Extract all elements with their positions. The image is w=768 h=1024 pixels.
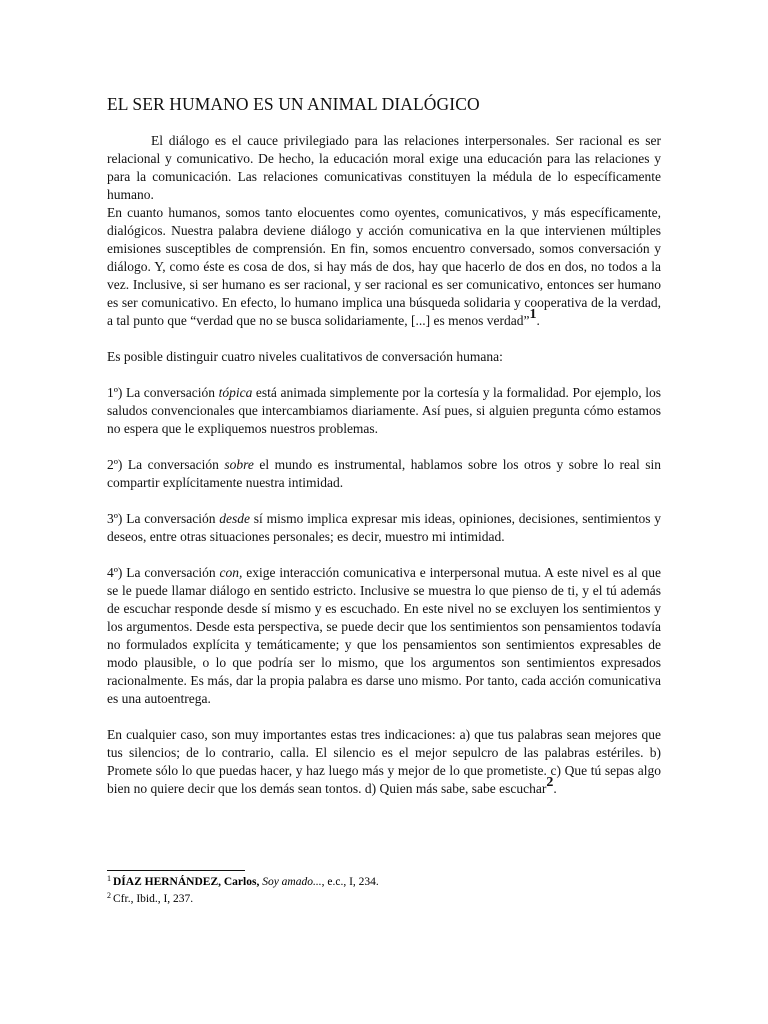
footnote-1-work: Soy amado...: [262, 876, 322, 888]
level-4-term: con,: [219, 565, 243, 580]
footnote-1-rest: , e.c., I, 234.: [321, 876, 379, 888]
level-1-term: tópica: [218, 385, 253, 400]
level-4-lead: 4º) La conversación: [107, 565, 220, 580]
paragraph-end: .: [536, 313, 540, 328]
footnote-1: [107, 874, 661, 891]
paragraph-humanos: [107, 204, 661, 330]
footnote-2: [107, 891, 661, 908]
level-2-lead: 2º) La conversación: [107, 457, 225, 472]
document-body: [107, 132, 661, 798]
level-4-text: exige interacción comunicativa e interpersonal mutua. A este nivel es al que se le puede llamar diálogo en sentido estricto. Inclusive se muestra lo que pienso de ti, y el tú además de escuchar responde desde sí mismo y es escuchado. En este nivel no se excluyen los sentimientos y los argumentos. Desde esta perspectiva, se puede decir que los sentimientos son pensamientos todavía no formulados explícita y temáticamente; y que los pensamientos son sentimientos expresables de modo plausible, o lo que podría ser lo mismo, que los argumentos son sentimientos expresados racionalmente. Es más, dar la propia palabra es darse uno mismo. Por tanto, cada acción comunicativa es una autoentrega.: [107, 565, 662, 706]
paragraph-intro: El diálogo es el cauce privilegiado para las relaciones interpersonales. Ser racional es ser relacional y comunicativo. De hecho, la educación moral exige una educación para las relaciones y para la comunicación. Las relaciones comunicativas constituyen la médula de lo específicamente humano.: [107, 133, 661, 202]
level-1-text: está animada simplemente por la cortesía y la formalidad. Por ejemplo, los saludos convencionales que intercambiamos diariamente. Así pues, si alguien pregunta cómo estamos no espera que le expliquemos nuestros problemas.: [107, 385, 661, 436]
level-3-text: sí mismo implica expresar mis ideas, opiniones, decisiones, sentimientos y deseos, entre otras situaciones personales; es decir, muestro mi intimidad.: [107, 511, 661, 544]
footnote-1-author: DÍAZ HERNÁNDEZ, Carlos,: [113, 876, 260, 888]
level-2-term: sobre: [224, 457, 254, 472]
footnote-1-mark: 1: [107, 874, 111, 883]
level-3: [107, 510, 661, 546]
paragraph-niveles: Es posible distinguir cuatro niveles cualitativos de conversación humana:: [107, 349, 503, 364]
document-title: EL SER HUMANO ES UN ANIMAL DIALÓGICO: [107, 94, 480, 114]
level-3-term: desde: [219, 511, 251, 526]
footnotes: [107, 874, 661, 908]
document-page: [107, 92, 661, 798]
paragraph-indicaciones-text: En cualquier caso, son muy importantes estas tres indicaciones: a) que tus palabras sean mejores que tus silencios; de lo contrario, calla. El silencio es el mejor sepulcro de las palabras estériles. b) Promete sólo lo que puedas hacer, y haz luego más y mejor de lo que prometiste. c) Que tú sepas algo bien no quiere decir que los demás sean tontos. d) Quien más sabe, sabe escuchar: [107, 727, 661, 796]
level-2: [107, 456, 661, 492]
level-2-text: el mundo es instrumental, hablamos sobre los otros y sobre lo real sin compartir explícitamente nuestra intimidad.: [107, 457, 662, 490]
paragraph-indicaciones: [107, 726, 661, 798]
level-1: [107, 384, 661, 438]
level-4: [107, 564, 661, 708]
footnote-ref-2[interactable]: 2: [546, 775, 554, 790]
footnote-ref-1[interactable]: 1: [529, 307, 537, 322]
level-1-lead: 1º) La conversación: [107, 385, 219, 400]
paragraph-humanos-text: En cuanto humanos, somos tanto elocuentes como oyentes, comunicativos, y más específicamente, dialógicos. Nuestra palabra deviene diálogo y acción comunicativa en la que intervienen múltiples emisiones susceptibles de comprensión. En fin, somos encuentro conversado, somos conversación y diálogo. Y, como éste es cosa de dos, si hay más de dos, hay que hacerlo de dos en dos, no todos a la vez. Inclusive, si ser humano es ser racional, y ser racional es ser comunicativo, entonces ser humano es ser comunicativo. En efecto, lo humano implica una búsqueda solidaria y cooperativa de la verdad, a tal punto que “verdad que no se busca solidariamente, [...] es menos verdad”: [107, 205, 661, 328]
footnote-separator: [107, 870, 245, 871]
paragraph-end: .: [553, 781, 557, 796]
level-3-lead: 3º) La conversación: [107, 511, 220, 526]
footnote-2-text: Cfr., Ibid., I, 237.: [113, 893, 194, 905]
footnote-2-mark: 2: [107, 891, 111, 900]
